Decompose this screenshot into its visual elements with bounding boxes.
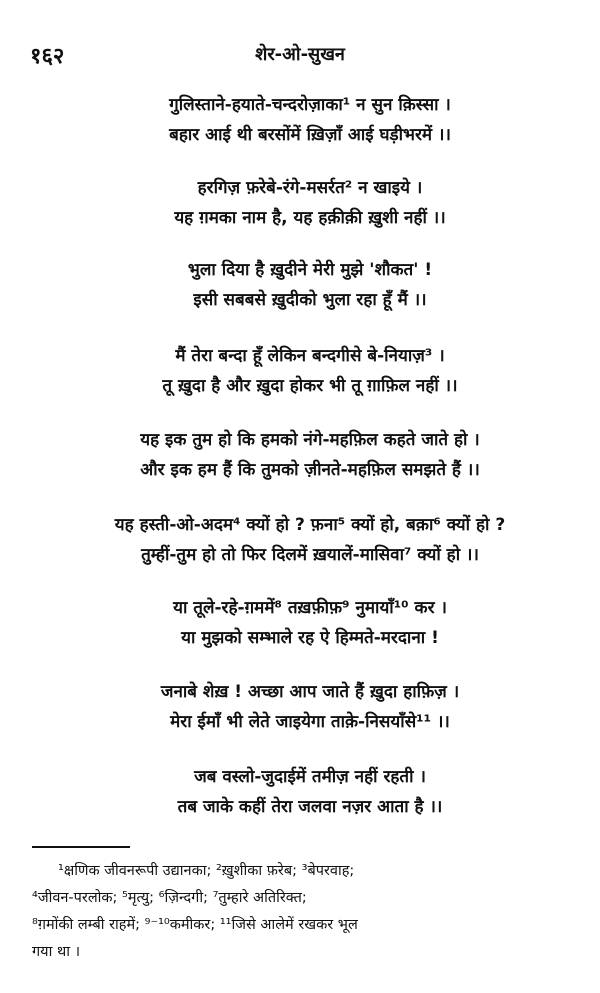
verse-line: भुला दिया है ख़ुदीने मेरी मुझे 'शौकत' ! bbox=[187, 260, 433, 280]
couplet bbox=[60, 173, 560, 233]
couplet bbox=[60, 341, 560, 401]
verse-line: या तूले-रहे-ग़ममें⁸ तख़फ़ीफ़⁹ नुमायाँ¹⁰ कर । bbox=[173, 598, 447, 618]
verse-line: या मुझको सम्भाले रह ऐ हिम्मते-मरदाना ! bbox=[181, 628, 439, 648]
verse-line: तू ख़ुदा है और ख़ुदा होकर भी तू ग़ाफ़िल नहीं ।। bbox=[162, 376, 458, 396]
verse-line: जनाबे शेख़ ! अच्छा आप जाते हैं ख़ुदा हाफ़िज़ । bbox=[160, 682, 460, 702]
verse-line: जब वस्लो-जुदाईमें तमीज़ नहीं रहती । bbox=[194, 767, 426, 787]
couplet bbox=[60, 677, 560, 737]
verse-line: यह ग़मका नाम है, यह हक़ीक़ी ख़ुशी नहीं ।। bbox=[174, 208, 446, 228]
verse-line: यह हस्ती-ओ-अदम⁴ क्यों हो ? फ़ना⁵ क्यों हो, बक़ा⁶ क्यों हो ? bbox=[114, 515, 506, 535]
couplet bbox=[60, 90, 560, 150]
footnote-line: गया था । bbox=[32, 944, 81, 960]
couplet bbox=[60, 762, 560, 822]
verse-line: तब जाके कहीं तेरा जलवा नज़र आता है ।। bbox=[177, 797, 443, 817]
running-title: शेर-ओ-सुखन bbox=[255, 44, 345, 65]
verse-line: हरगिज़ फ़रेबे-रंगे-मसर्रत² न खाइये । bbox=[197, 178, 423, 198]
footnote-line: ⁸ग़मोंकी लम्बी राहमें; ⁹⁻¹⁰कमीकर; ¹¹जिसे आलेमें रखकर भूल bbox=[32, 917, 358, 933]
couplet bbox=[60, 255, 560, 315]
footnote-line: ⁴जीवन-परलोक; ⁵मृत्यु; ⁶ज़िन्दगी; ⁷तुम्हारे अतिरिक्त; bbox=[32, 890, 307, 906]
couplet bbox=[60, 425, 560, 485]
verse-line: यह इक तुम हो कि हमको नंगे-महफ़िल कहते जाते हो । bbox=[140, 430, 480, 450]
verse-line: और इक हम हैं कि तुमको ज़ीनते-महफ़िल समझते हैं ।। bbox=[140, 460, 480, 480]
verse-line: तुम्हीं-तुम हो तो फिर दिलमें ख़यालें-मासिवा⁷ क्यों हो ।। bbox=[141, 545, 479, 565]
verse-line: बहार आई थी बरसोंमें ख़िज़ाँ आई घड़ीभरमें ।। bbox=[169, 125, 451, 145]
couplet bbox=[60, 510, 560, 570]
footnote-line: ¹क्षणिक जीवनरूपी उद्यानका; ²ख़ुशीका फ़रेब; ³बेपरवाह; bbox=[58, 863, 355, 879]
verse-line: इसी सबबसे ख़ुदीको भुला रहा हूँ मैं ।। bbox=[193, 290, 427, 310]
footnote-divider bbox=[32, 846, 130, 848]
verse-line: गुलिस्ताने-हयाते-चन्दरोज़ाका¹ न सुन क़िस्सा । bbox=[169, 95, 451, 115]
footnotes bbox=[32, 858, 572, 966]
verse-line: मेरा ईमाँ भी लेते जाइयेगा ताक़े-निसयाँसे¹¹ ।। bbox=[170, 712, 450, 732]
verse-line: मैं तेरा बन्दा हूँ लेकिन बन्दगीसे बे-नियाज़³ । bbox=[175, 346, 445, 366]
couplet bbox=[60, 593, 560, 653]
page-number: १६२ bbox=[30, 44, 65, 69]
